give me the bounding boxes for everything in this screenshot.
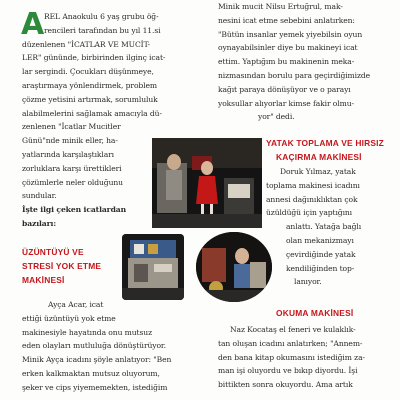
photo-stage-children bbox=[152, 138, 262, 228]
text-line: Naz Kocataş el feneri ve kulaklık- bbox=[230, 325, 356, 334]
text-line: yatlarında karşılaştıkları bbox=[22, 149, 115, 159]
text-line: REL Anaokulu 6 yaş grubu öğ- bbox=[44, 12, 159, 21]
text-line: şeker ve cips yiyememekten, istediğim bbox=[22, 382, 168, 392]
photo-inventor-oval bbox=[196, 232, 272, 302]
text-line: Doruk Yılmaz, yatak bbox=[280, 167, 356, 176]
text-line: Minik Ayça icadını şöyle anlatıyor: "Ben bbox=[22, 355, 172, 365]
text-line: düzenlenen "İCATLAR VE MUCİT- bbox=[22, 39, 151, 49]
text-line: makinesiyle hayatında onu mutsuz bbox=[22, 327, 153, 337]
text-line: erken kalkmaktan mutsuz oluyorum, bbox=[22, 368, 160, 378]
text-line: eden olayları mutluluğa dönüştürüyor. bbox=[22, 341, 166, 351]
text-line: anlattı. Yatağa bağlı bbox=[286, 222, 362, 232]
text-line: Minik mucit Nilsu Ertuğrul, mak- bbox=[218, 2, 343, 11]
heading-line: STRESİ YOK ETME bbox=[22, 261, 102, 271]
right-column-reading bbox=[218, 323, 390, 392]
left-column-stress bbox=[22, 298, 188, 395]
heading-stress-machine bbox=[22, 245, 101, 287]
text-line: çözümlerle neler olduğunu bbox=[22, 177, 123, 187]
text-line: üzüldüğü için yaptığını bbox=[266, 208, 353, 218]
text-line: kağıt paraya dönüşüyor ve o parayı bbox=[218, 84, 351, 94]
text-line: kendiliğinden top- bbox=[286, 263, 355, 273]
drop-cap: A bbox=[21, 7, 45, 42]
text-line: çözme yetisini artırmak, sorumluluk bbox=[22, 94, 158, 104]
text-line: ettim. Yaptığım bu makinenin meka- bbox=[218, 57, 355, 67]
text-line: nesini icat etme sebebini anlatırken: bbox=[218, 15, 355, 25]
text-line: zenlenen "İcatlar Mucitler bbox=[22, 122, 121, 132]
photo-invention-box bbox=[122, 234, 184, 300]
text-line: İşte ilgi çeken icatlardan bbox=[22, 205, 127, 215]
text-line: yor" dedi. bbox=[258, 112, 295, 122]
text-line: lanıyor. bbox=[294, 277, 322, 287]
text-line: nizmasından borulu para geçirdiğimizde bbox=[218, 70, 371, 80]
heading-reading-machine bbox=[276, 306, 353, 320]
text-line: çevirdiğinde yatak bbox=[286, 249, 356, 259]
text-line: den bana kitap okumasını istediğim za- bbox=[218, 352, 365, 362]
text-line: Ayça Acar, icat bbox=[48, 300, 104, 309]
text-line: araştırmaya yönlendirmek, problem bbox=[22, 80, 158, 90]
heading-line: MAKİNESİ bbox=[22, 275, 65, 285]
text-line: zorluklara karşı ürettikleri bbox=[22, 163, 122, 173]
text-line: oynayabilsinler diye bu makineyi icat bbox=[218, 43, 358, 53]
heading-line: ÜZÜNTÜYÜ VE bbox=[22, 247, 84, 257]
text-line: "Bütün insanlar yemek yiyebilsin oyun bbox=[218, 29, 363, 39]
text-line: bittikten sonra okuyordu. Ama artık bbox=[218, 380, 353, 390]
heading-line: KAÇIRMA MAKİNESİ bbox=[276, 152, 362, 162]
heading-bed-machine bbox=[266, 136, 384, 164]
text-line: toplama makinesi icadını bbox=[266, 180, 360, 190]
heading-line: YATAK TOPLAMA VE HIRSIZ bbox=[266, 138, 384, 148]
text-line: yoksullar alıyorlar kimse fakir olmu- bbox=[218, 98, 354, 108]
text-line: olan mekanizmayı bbox=[286, 235, 354, 245]
text-line: ettiği üzüntüyü yok etme bbox=[22, 313, 116, 323]
right-column-bed bbox=[266, 165, 390, 289]
text-line: alabilmelerini sağlamak amacıyla dü- bbox=[22, 108, 162, 118]
right-column-intro bbox=[218, 0, 386, 124]
text-line: tan oluşan icadını anlatırken; "Annem- bbox=[218, 338, 363, 348]
text-line: lar sergindi. Çocukları düşünmeye, bbox=[22, 67, 154, 77]
text-line: sundular. bbox=[22, 191, 57, 201]
text-line: rencileri tarafından bu yıl 11.si bbox=[44, 25, 161, 35]
text-line: annesi dağınıklıktan çok bbox=[266, 194, 358, 204]
heading-line: OKUMA MAKİNESİ bbox=[276, 308, 354, 318]
text-line: man işi oluyordu ve bıkıp diyordu. İşi bbox=[218, 366, 358, 376]
text-line: bazıları: bbox=[22, 218, 57, 228]
text-line: LER" gününde, birbirinden ilginç icat- bbox=[22, 53, 166, 63]
text-line: Günü"nde minik eller, ha- bbox=[22, 136, 118, 146]
